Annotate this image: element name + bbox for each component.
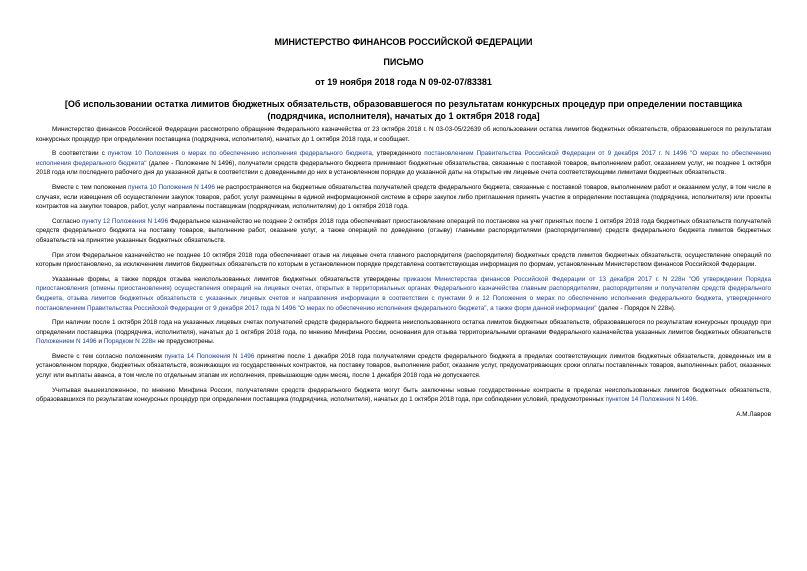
paragraph: При этом Федеральное казначейство не позднее 10 октября 2018 года обеспечивает отзыв на лицевые счета главного распорядителя (распорядителя) бюджетных средств лимитов бюджетных обязательств, осуществление операций по которым приостановлено, за исключением лимитов бюджетных обязательств по которым в установленном порядке представлена соответствующая информация по формам, установленным Министерством финансов Российской Федерации.	[36, 251, 771, 269]
doc-link[interactable]: приказом Министерства финансов Российской Федерации от 13 декабря 2017 г. N 228н "Об утверждении Порядка приостановления (отмены приостановления) осуществления операций на лицевых счетах, открытых в территориальных органах Федерального казначейства главным распорядителям, распорядителям и получателям средств федерального бюджета, отзыва лимитов бюджетных обязательств с указанных лицевых счетов и направления информации в соответствии с пунктами 9 и 12 Положения о мерах по обеспечению исполнения федерального бюджета, утвержденного постановлением Правительства Российской Федерации от 9 декабря 2017 года N 1496 "О мерах по обеспечению исполнения федерального бюджета", а также форм данной информации"	[36, 275, 771, 312]
document-type: ПИСЬМО	[383, 57, 424, 67]
paragraph-text: не предусмотрены.	[155, 338, 215, 346]
paragraph	[36, 352, 771, 381]
paragraph: Министерство финансов Российской Федерации рассмотрело обращение Федерального казначейства от 23 октября 2018 г. N 03-03-05/22639 об использовании остатка лимитов бюджетных обязательств, образовавшегося по результатам конкурсных процедур при определении поставщика (подрядчика, исполнителя), начатых до 1 октября 2018 года, и сообщает.	[36, 126, 771, 143]
doc-link[interactable]: Порядком N 228н	[103, 338, 156, 346]
paragraph	[36, 275, 771, 313]
paragraph-text: Федеральное казначейство не позднее 2 октября 2018 года обеспечивает приостановление операций по постановке на учет принятых после 1 октября 2018 года бюджетных обязательств получателей средств федерального бюджета на поставку товаров, выполнение работ, оказание услуг, а также операций по доведению (отзыву) главными распорядителями (распорядителями) средств федерального бюджета лимитов бюджетных обязательств на принятие указанных бюджетных обязательств.	[36, 217, 771, 244]
doc-link[interactable]: Положением N 1496	[36, 338, 97, 346]
doc-link[interactable]: пункту 12 Положения N 1496	[81, 217, 169, 225]
doc-link[interactable]: пункта 10 Положения N 1496	[128, 183, 215, 191]
doc-link[interactable]: пункта 14 Положения N 1496	[164, 352, 255, 360]
paragraph-text: и	[96, 338, 104, 346]
paragraph-text: Вместе с тем согласно положениям	[52, 352, 165, 360]
paragraph-text: (далее - Положение N 1496), получатели средств федерального бюджета принимают бюджетные обязательства, связанные с поставкой товаров, выполнением работ, оказанием услуг, не позднее 1 октября 2018 года или последнего рабочего дня до указанной даты в соответствии с доведенными до них в установленном порядке до указанной даты на открытые им лицевые счета соответствующими лимитами бюджетных обязательств.	[36, 159, 771, 177]
document-subject: [Об использовании остатка лимитов бюджетных обязательств, образовавшегося по результатам конкурсных процедур при определении поставщика (подрядчика, исполнителя), начатых до 1 октября 2018 года]	[64, 99, 743, 121]
signature: А.М.Лавров	[736, 410, 771, 418]
paragraph	[36, 386, 771, 405]
document-date-number: от 19 ноября 2018 года N 09-02-07/83381	[315, 77, 492, 87]
doc-link[interactable]: пунктом 10 Положения о мерах по обеспечению исполнения федерального бюджета	[107, 150, 372, 158]
paragraph-text: принятие после 1 декабря 2018 года получателями средств федерального бюджета в пределах соответствующих лимитов бюджетных обязательств, доведенных им в установленном порядке, бюджетных обязательств, возникающих из государственных контрактов, на поставку товаров, выполнение работ, оказание услуг, предусматривающих сроки оплаты поставленных товаров, выполненных работ, оказанных услуг или выплаты аванса, в том числе по отдельным этапам их исполнения, превышающие один месяц, после 1 декабря 2018 года не допускается.	[36, 352, 771, 380]
paragraph	[36, 318, 771, 347]
paragraph-text: (далее - Порядок N 228н).	[596, 304, 676, 312]
paragraph-text: не распространяются на бюджетные обязательства получателей средств федерального бюджета, связанные с поставкой товаров, выполнением работ и оказанием услуг, в том числе в случаях, если извещения об осуществлении закупок товаров, работ, услуг размещены в единой информационной системе в сфере закупок либо приглашения принять участие в определении поставщика (подрядчика, исполнителя) или проекты контрактов на закупки товаров, работ, услуг направлены поставщикам (подрядчикам, исполнителям) до 1 октября 2018 года.	[36, 183, 772, 211]
paragraph	[36, 149, 771, 178]
ministry-heading: МИНИСТЕРСТВО ФИНАНСОВ РОССИЙСКОЙ ФЕДЕРАЦИИ	[274, 37, 533, 47]
doc-link[interactable]: постановлением Правительства Российской Федерации от 9 декабря 2017 г. N 1496 "О мерах по обеспечению исполнения федерального бюджета"	[36, 150, 771, 167]
paragraph-text: В соответствии с	[52, 150, 108, 158]
doc-link[interactable]: пунктом 14 Положения N 1496	[605, 396, 697, 404]
paragraph-text: Вместе с тем положения	[52, 183, 129, 191]
document-body	[36, 125, 771, 424]
paragraph	[36, 183, 771, 212]
paragraph-text: Согласно	[52, 217, 82, 225]
paragraph-text: Учитывая вышеизложенное, по мнению Минфина России, получателями средств федерального бюджета могут быть заключены новые государственные контракты в пределах неиспользованных лимитов бюджетных обязательств, образовавшихся по результатам конкурсных процедур при определении поставщика (подрядчика, исполнителя), начатых до 1 октября 2018 года, при соблюдении условий, предусмотренных	[36, 386, 771, 404]
paragraph-text: Указанные формы, а также порядок отзыва неиспользованных лимитов бюджетных обязательств утверждены	[52, 275, 404, 283]
paragraph-text: , утвержденного	[371, 150, 425, 158]
paragraph-text: .	[696, 396, 698, 404]
paragraph-text: При наличии после 1 октября 2018 года на указанных лицевых счетах получателей средств федерального бюджета неиспользованного остатка лимитов бюджетных обязательств, образовавшегося по результатам конкурсных процедур при определении поставщика (подрядчика, исполнителя), начатых до 1 октября 2018 года, по мнению Минфина России, основания для отзыва территориальными органами Федерального казначейства указанных лимитов бюджетных обязательств	[36, 319, 771, 336]
paragraph	[36, 217, 771, 246]
